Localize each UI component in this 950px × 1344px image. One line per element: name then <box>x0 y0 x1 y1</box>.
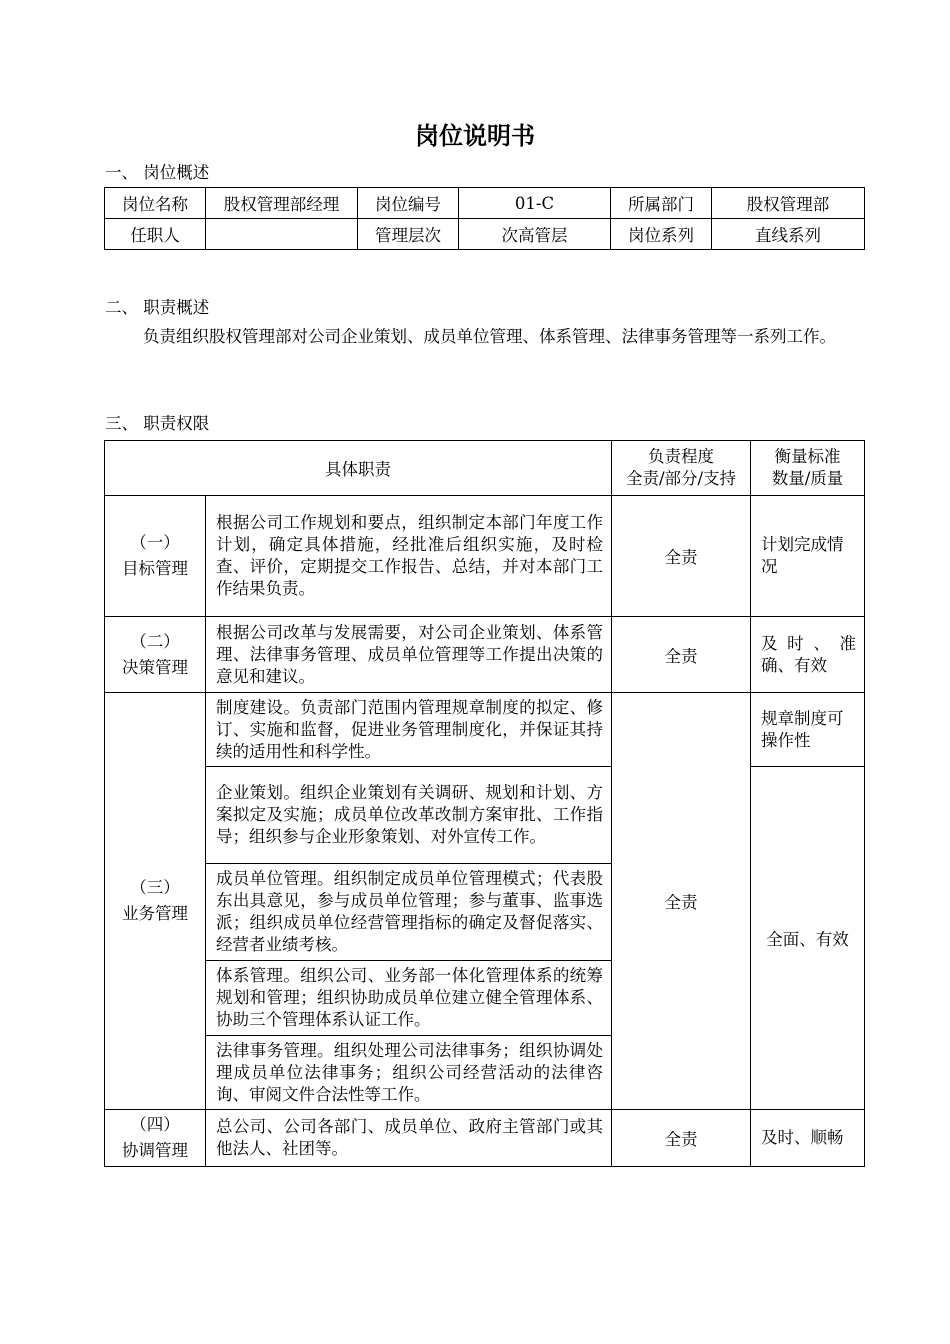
category-business-management <box>105 693 206 1110</box>
responsibility-degree: 全责 <box>612 1110 751 1167</box>
table-row <box>105 693 865 767</box>
label-holder: 任职人 <box>105 219 206 250</box>
responsibility-degree: 全责 <box>612 496 751 617</box>
measure-standard: 规章制度可操作性 <box>751 693 865 767</box>
header-degree-line2: 全责/部分/支持 <box>625 469 737 488</box>
category-coordination-management <box>105 1110 206 1167</box>
duty-description: 法律事务管理。组织处理公司法律事务；组织协调处理成员单位法律事务；组织公司经营活动的法律咨询、审阅文件合法性等工作。 <box>206 1036 612 1110</box>
section-heading-duties: 三、 职责权限 <box>105 414 210 433</box>
value-holder <box>206 219 358 250</box>
table-row <box>105 188 865 219</box>
category-number: （一） <box>130 533 180 552</box>
duty-summary-text: 负责组织股权管理部对公司企业策划、成员单位管理、体系管理、法律事务管理等一系列工作。 <box>143 327 836 346</box>
header-measure-line1: 衡量标准 <box>774 447 841 466</box>
header-measure-line2: 数量/质量 <box>771 469 844 488</box>
label-department: 所属部门 <box>611 188 712 219</box>
label-management-level: 管理层次 <box>358 219 459 250</box>
header-duties: 具体职责 <box>105 441 612 496</box>
table-row <box>105 767 865 864</box>
duty-description: 成员单位管理。组织制定成员单位管理模式；代表股东出具意见，参与成员单位管理；参与董事、监事选派；组织成员单位经营管理指标的确定及督促落实、经营者业绩考核。 <box>206 864 612 961</box>
section-heading-duty-summary: 二、 职责概述 <box>105 298 210 317</box>
label-position-series: 岗位系列 <box>611 219 712 250</box>
category-number: （三） <box>130 878 180 897</box>
duty-description: 企业策划。组织企业策划有关调研、规划和计划、方案拟定及实施；成员单位改革改制方案审批、工作指导；组织参与企业形象策划、对外宣传工作。 <box>206 767 612 864</box>
value-department: 股权管理部 <box>712 188 865 219</box>
header-measure <box>751 441 865 496</box>
table-header-row <box>105 441 865 496</box>
duty-description: 根据公司工作规划和要点，组织制定本部门年度工作计划，确定具体措施，经批准后组织实施，及时检查、评价，定期提交工作报告、总结，并对本部门工作结果负责。 <box>206 496 612 617</box>
value-position-series: 直线系列 <box>712 219 865 250</box>
header-degree-line1: 负责程度 <box>648 447 714 466</box>
label-position-name: 岗位名称 <box>105 188 206 219</box>
page-title: 岗位说明书 <box>415 122 535 150</box>
measure-standard: 及 时 、 准确、有效 <box>751 617 865 693</box>
duties-table <box>104 440 865 1167</box>
responsibility-degree: 全责 <box>612 693 751 1110</box>
category-number: （二） <box>130 631 180 651</box>
value-management-level: 次高管层 <box>459 219 611 250</box>
duty-description: 根据公司改革与发展需要，对公司企业策划、体系管理、法律事务管理、成员单位管理等工作提出决策的意见和建议。 <box>206 617 612 693</box>
table-row <box>105 496 865 617</box>
category-name: 目标管理 <box>122 559 188 578</box>
value-position-name: 股权管理部经理 <box>206 188 358 219</box>
label-position-code: 岗位编号 <box>358 188 459 219</box>
measure-standard: 及时、顺畅 <box>751 1110 865 1167</box>
category-name: 协调管理 <box>122 1141 188 1160</box>
section-heading-overview: 一、 岗位概述 <box>105 163 210 182</box>
table-row <box>105 617 865 693</box>
category-number: （四） <box>130 1115 180 1134</box>
measure-standard: 计划完成情况 <box>751 496 865 617</box>
responsibility-degree: 全责 <box>612 617 751 693</box>
value-position-code: 01-C <box>459 188 611 219</box>
position-overview-table <box>104 187 865 250</box>
category-name: 决策管理 <box>122 657 188 677</box>
table-row <box>105 1110 865 1167</box>
category-decision-management <box>105 617 206 693</box>
duty-description: 体系管理。组织公司、业务部一体化管理体系的统筹规划和管理；组织协助成员单位建立健全管理体系、协助三个管理体系认证工作。 <box>206 961 612 1036</box>
header-degree <box>612 441 751 496</box>
duty-description: 制度建设。负责部门范围内管理规章制度的拟定、修订、实施和监督，促进业务管理制度化，并保证其持续的适用性和科学性。 <box>206 693 612 767</box>
table-row <box>105 219 865 250</box>
measure-standard: 全面、有效 <box>751 767 865 1110</box>
category-name: 业务管理 <box>122 904 188 923</box>
category-goal-management <box>105 496 206 617</box>
duty-description: 总公司、公司各部门、成员单位、政府主管部门或其他法人、社团等。 <box>206 1110 612 1167</box>
